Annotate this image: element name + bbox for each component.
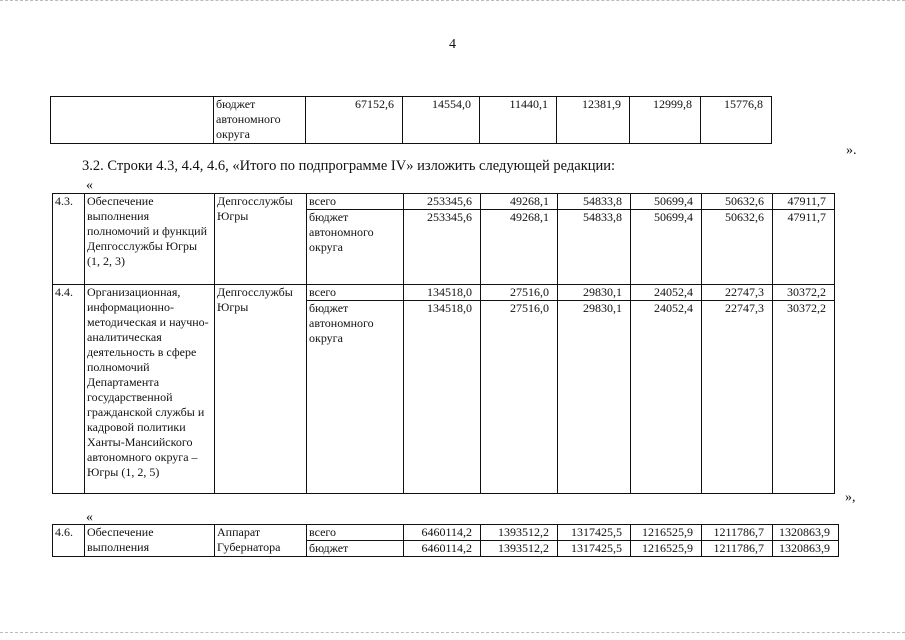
- page-top-edge: [0, 0, 905, 3]
- top-table: [50, 96, 835, 144]
- value-cell: 253345,6: [404, 194, 481, 210]
- value-cell: 27516,0: [481, 301, 558, 494]
- value-cell: 29830,1: [558, 285, 631, 301]
- page-number: 4: [449, 37, 456, 52]
- opening-quote: «: [86, 178, 93, 193]
- value-cell: 1216525,9: [631, 541, 702, 557]
- opening-quote: «: [86, 510, 93, 525]
- value-cell: 29830,1: [558, 301, 631, 494]
- value-cell: 22747,3: [702, 301, 773, 494]
- row-source: бюджет автономного округа: [214, 97, 306, 144]
- row-name: Организационная, информационно-методическая и научно-аналитическая деятельность в сфере полномочий Департамента государственной гражданской службы и кадровой политики Ханты-Мансийского автономного округа – Югры (1, 2, 5): [85, 285, 215, 494]
- source-total: всего: [307, 285, 404, 301]
- value-cell: 50632,6: [702, 210, 773, 285]
- value-cell: 24052,4: [631, 301, 702, 494]
- source-total: всего: [307, 194, 404, 210]
- value-cell: 15776,8: [701, 97, 772, 144]
- source-total: всего: [307, 525, 404, 541]
- table-row: [53, 285, 835, 301]
- row-executor: Депгосслужбы Югры: [215, 285, 307, 494]
- row-executor: [51, 97, 214, 144]
- row-num: 4.6.: [53, 525, 85, 557]
- row-name-line: Обеспечение: [87, 525, 154, 539]
- value-cell: 49268,1: [481, 210, 558, 285]
- value-cell: 6460114,2: [404, 525, 481, 541]
- source-budget: бюджет автономного округа: [307, 210, 404, 285]
- value-cell: 47911,7: [773, 194, 835, 210]
- row-name: [85, 525, 215, 557]
- value-cell: 22747,3: [702, 285, 773, 301]
- table-row: [53, 194, 835, 210]
- value-cell: 11440,1: [480, 97, 557, 144]
- bottom-table: [52, 524, 839, 557]
- value-cell: 1216525,9: [631, 525, 702, 541]
- value-cell: 50699,4: [631, 194, 702, 210]
- section-heading: 3.2. Строки 4.3, 4.4, 4.6, «Итого по подпрограмме IV» изложить следующей редакции:: [82, 158, 616, 174]
- value-cell: 1211786,7: [702, 525, 773, 541]
- value-cell: 50632,6: [702, 194, 773, 210]
- table-row: [53, 525, 839, 541]
- value-cell: 1320863,9: [773, 541, 839, 557]
- value-cell: 12999,8: [630, 97, 701, 144]
- value-cell: 1393512,2: [481, 525, 558, 541]
- value-cell: 1317425,5: [558, 525, 631, 541]
- row-executor-line: Аппарат: [217, 525, 261, 539]
- value-cell: 67152,6: [306, 97, 403, 144]
- row-name: Обеспечение выполнения полномочий и функций Депгосслужбы Югры (1, 2, 3): [85, 194, 215, 285]
- row-executor-line: Губернатора: [217, 540, 281, 554]
- closing-quote: »,: [845, 490, 856, 505]
- table-row: [51, 97, 835, 144]
- value-cell: 134518,0: [404, 285, 481, 301]
- value-cell: 49268,1: [481, 194, 558, 210]
- row-num: 4.4.: [53, 285, 85, 494]
- value-cell: 1211786,7: [702, 541, 773, 557]
- source-budget: бюджет: [307, 541, 404, 557]
- source-budget: бюджет автономного округа: [307, 301, 404, 494]
- value-cell: 27516,0: [481, 285, 558, 301]
- row-num: 4.3.: [53, 194, 85, 285]
- value-cell: 50699,4: [631, 210, 702, 285]
- value-cell: 1393512,2: [481, 541, 558, 557]
- page-bottom-edge: [0, 632, 905, 635]
- value-cell: 54833,8: [558, 210, 631, 285]
- value-cell: 1317425,5: [558, 541, 631, 557]
- closing-quote: ».: [846, 143, 857, 158]
- value-cell: 134518,0: [404, 301, 481, 494]
- value-cell: 253345,6: [404, 210, 481, 285]
- value-cell: 47911,7: [773, 210, 835, 285]
- row-name-line: выполнения: [87, 540, 150, 554]
- value-cell: 30372,2: [773, 301, 835, 494]
- value-cell: 24052,4: [631, 285, 702, 301]
- value-cell: 6460114,2: [404, 541, 481, 557]
- value-cell: 12381,9: [557, 97, 630, 144]
- row-executor: [215, 525, 307, 557]
- value-cell: 1320863,9: [773, 525, 839, 541]
- value-cell: 30372,2: [773, 285, 835, 301]
- main-table: [52, 193, 835, 494]
- row-executor: Депгосслужбы Югры: [215, 194, 307, 285]
- value-cell: 14554,0: [403, 97, 480, 144]
- value-cell: 54833,8: [558, 194, 631, 210]
